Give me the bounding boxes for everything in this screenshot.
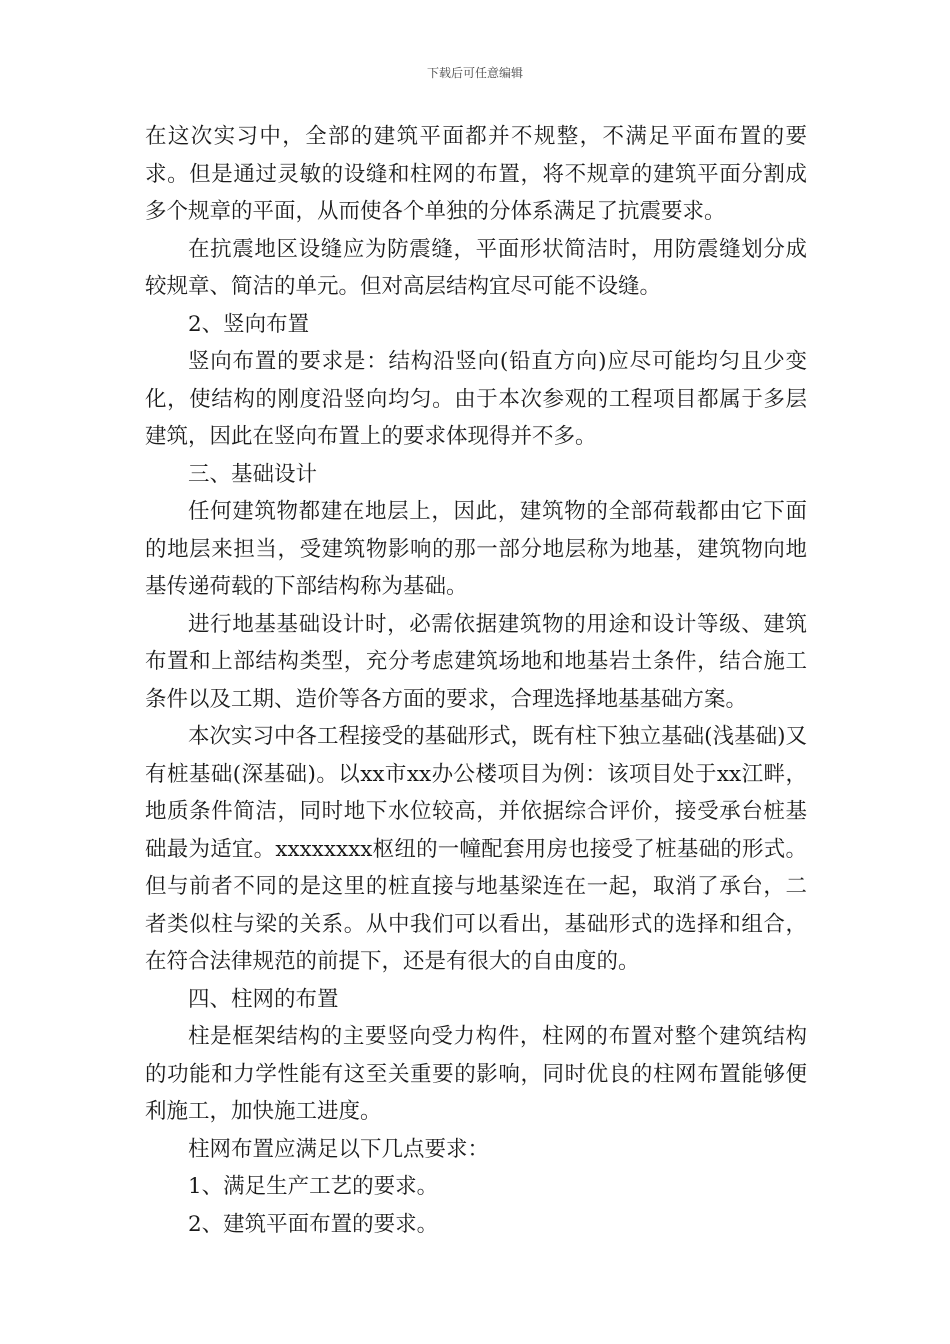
page-header: 下载后可任意编辑 xyxy=(426,66,523,80)
paragraph: 本次实习中各工程接受的基础形式，既有柱下独立基础(浅基础)又有桩基础(深基础)。以xx市xx办公楼项目为例：该项目处于xx江畔，地质条件简洁，同时地下水位较高，并依据综合评价，接受承台桩基础最为适宜。xxxxxxxx枢纽的一幢配套用房也接受了桩基础的形式。但与前者不同的是这里的桩直接与地基梁连在一起，取消了承台，二者类似柱与梁的关系。从中我们可以看出，基础形式的选择和组合，在符合法律规范的前提下，还是有很大的自由度的。 xyxy=(145,724,807,974)
section-heading: 四、柱网的布置 xyxy=(188,986,339,1012)
section-heading: 三、基础设计 xyxy=(188,461,318,487)
paragraph: 任何建筑物都建在地层上，因此，建筑物的全部荷载都由它下面的地层来担当，受建筑物影响的那一部分地层称为地基，建筑物向地基传递荷载的下部结构称为基础。 xyxy=(145,499,807,599)
list-item: 2、建筑平面布置的要求。 xyxy=(188,1211,439,1237)
paragraph: 在抗震地区设缝应为防震缝，平面形状简洁时，用防震缝划分成较规章、简洁的单元。但对高层结构宜尽可能不设缝。 xyxy=(145,236,807,299)
paragraph: 进行地基基础设计时，必需依据建筑物的用途和设计等级、建筑布置和上部结构类型，充分考虑建筑场地和地基岩土条件，结合施工条件以及工期、造价等各方面的要求，合理选择地基基础方案。 xyxy=(145,611,807,712)
paragraph: 柱是框架结构的主要竖向受力构件，柱网的布置对整个建筑结构的功能和力学性能有这至关重要的影响，同时优良的柱网布置能够便利施工，加快施工进度。 xyxy=(145,1024,807,1124)
paragraph: 竖向布置的要求是：结构沿竖向(铅直方向)应尽可能均匀且少变化，使结构的刚度沿竖向均匀。由于本次参观的工程项目都属于多层建筑，因此在竖向布置上的要求体现得并不多。 xyxy=(145,349,807,449)
paragraph: 柱网布置应满足以下几点要求： xyxy=(188,1136,490,1162)
list-item: 1、满足生产工艺的要求。 xyxy=(188,1174,439,1199)
paragraph: 在这次实习中，全部的建筑平面都并不规整，不满足平面布置的要求。但是通过灵敏的设缝和柱网的布置，将不规章的建筑平面分割成多个规章的平面，从而使各个单独的分体系满足了抗震要求。 xyxy=(145,124,807,224)
section-heading: 2、竖向布置 xyxy=(188,311,310,337)
document-body xyxy=(145,118,807,1243)
